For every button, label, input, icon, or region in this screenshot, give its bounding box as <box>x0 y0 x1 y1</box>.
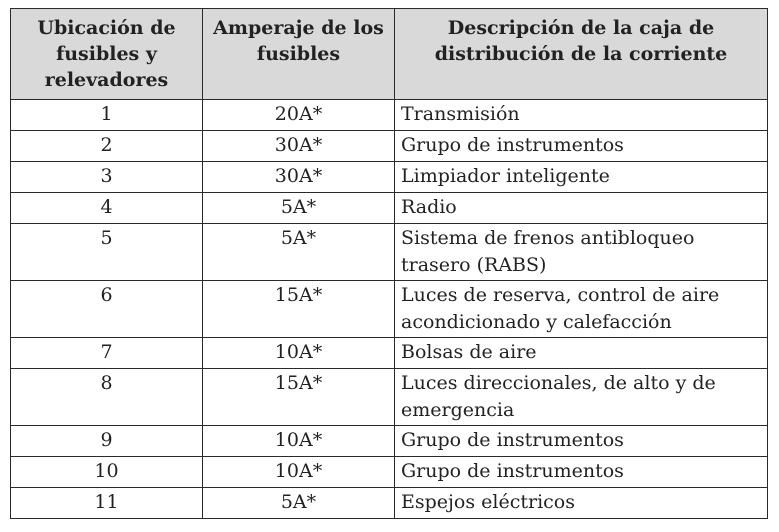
cell-description: Grupo de instrumentos <box>395 131 768 162</box>
header-amperage: Amperaje de los fusibles <box>203 9 395 100</box>
header-row <box>11 9 768 100</box>
cell-location: 7 <box>11 338 203 369</box>
table-row <box>11 369 768 426</box>
cell-location: 9 <box>11 426 203 457</box>
cell-location: 11 <box>11 488 203 519</box>
table-header <box>11 9 768 100</box>
cell-description: Grupo de instrumentos <box>395 426 768 457</box>
table-row <box>11 162 768 193</box>
table-row <box>11 100 768 131</box>
fuse-table <box>10 8 768 519</box>
cell-description: Radio <box>395 193 768 224</box>
cell-location: 8 <box>11 369 203 426</box>
header-description: Descripción de la caja de distribución de la corriente <box>395 9 768 100</box>
cell-amperage: 5A* <box>203 224 395 281</box>
cell-location: 2 <box>11 131 203 162</box>
cell-amperage: 30A* <box>203 162 395 193</box>
table-body <box>11 100 768 519</box>
table-row <box>11 338 768 369</box>
fuse-table-container <box>10 8 767 519</box>
cell-amperage: 10A* <box>203 457 395 488</box>
cell-amperage: 10A* <box>203 426 395 457</box>
cell-description: Luces de reserva, control de aire acondicionado y calefacción <box>395 281 768 338</box>
cell-amperage: 5A* <box>203 193 395 224</box>
cell-amperage: 20A* <box>203 100 395 131</box>
table-row <box>11 488 768 519</box>
table-row <box>11 131 768 162</box>
cell-location: 6 <box>11 281 203 338</box>
cell-location: 5 <box>11 224 203 281</box>
cell-amperage: 15A* <box>203 281 395 338</box>
cell-description: Espejos eléctricos <box>395 488 768 519</box>
cell-description: Grupo de instrumentos <box>395 457 768 488</box>
cell-amperage: 15A* <box>203 369 395 426</box>
table-row <box>11 457 768 488</box>
cell-location: 1 <box>11 100 203 131</box>
cell-description: Sistema de frenos antibloqueo trasero (RABS) <box>395 224 768 281</box>
cell-amperage: 30A* <box>203 131 395 162</box>
header-location: Ubicación de fusibles y relevadores <box>11 9 203 100</box>
cell-description: Limpiador inteligente <box>395 162 768 193</box>
cell-description: Luces direccionales, de alto y de emergencia <box>395 369 768 426</box>
table-row <box>11 193 768 224</box>
cell-location: 4 <box>11 193 203 224</box>
cell-location: 3 <box>11 162 203 193</box>
cell-amperage: 5A* <box>203 488 395 519</box>
table-row <box>11 426 768 457</box>
table-row <box>11 281 768 338</box>
cell-description: Transmisión <box>395 100 768 131</box>
cell-location: 10 <box>11 457 203 488</box>
cell-description: Bolsas de aire <box>395 338 768 369</box>
cell-amperage: 10A* <box>203 338 395 369</box>
table-row <box>11 224 768 281</box>
